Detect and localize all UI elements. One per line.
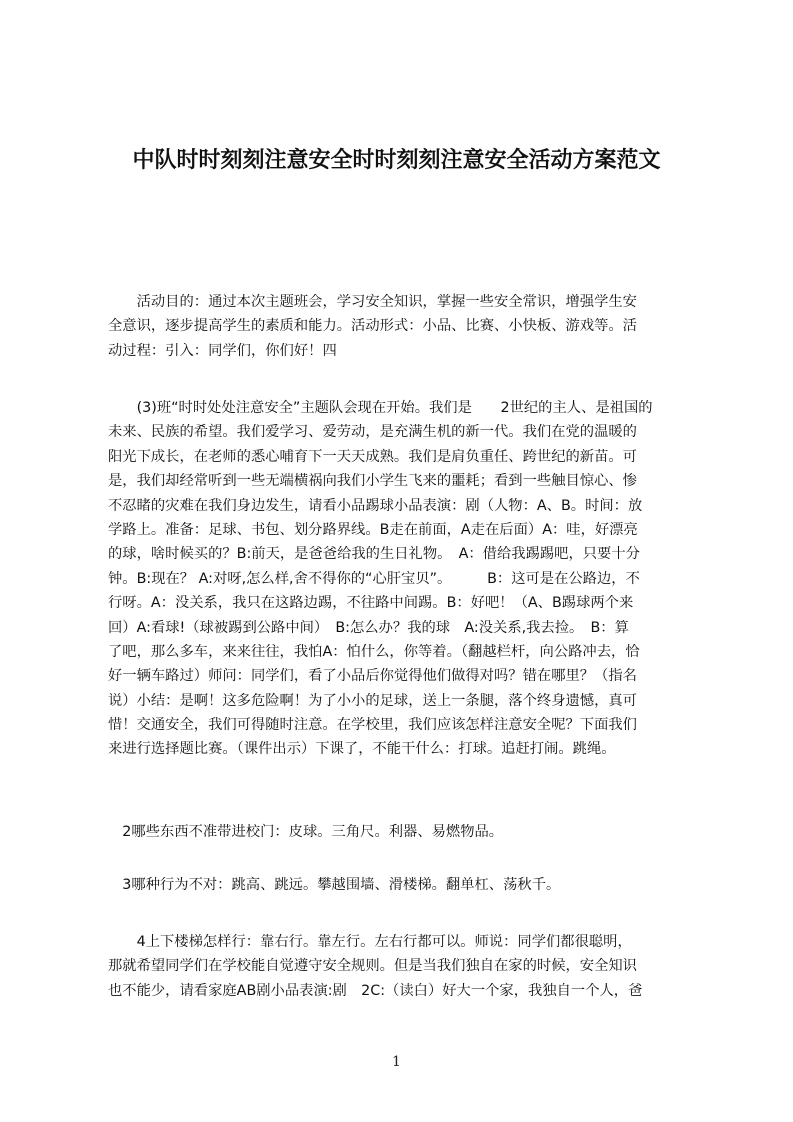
text-line: 好一辆车路过）师问：同学们，看了小品后你觉得他们做得对吗？错在哪里？（指名: [108, 668, 637, 685]
text-line: 了吧，那么多车，来来往往，我怕A：怕什么，你等着。（翻越栏杆，向公路冲去，恰: [108, 643, 640, 660]
text-line: 是，我们却经常听到一些无端横祸向我们小学生飞来的噩耗；看到一些触目惊心、惨: [108, 473, 637, 490]
text-line: 钟。B:现在？ A:对呀,怎么样,舍不得你的“心肝宝贝”。 B：这可是在公路边，不: [108, 570, 640, 587]
text-line: 也不能少，请看家庭AB剧小品表演:剧 2C:（读白）好大一个家，我独自一个人，爸: [108, 982, 643, 999]
text-line: 3哪种行为不对：跳高、跳远。攀越围墙、滑楼梯。翻单杠、荡秋千。: [108, 877, 561, 893]
text-line: 未来、民族的希望。我们爱学习、爱劳动，是充满生机的新一代。我们在党的温暖的: [108, 424, 637, 441]
paragraph-question-4: [108, 930, 698, 1003]
text-line: 学路上。准备：足球、书包、划分路界线。B走在前面，A走在后面）A：哇，好漂亮: [108, 521, 638, 538]
page-number: 1: [392, 1054, 401, 1070]
paragraph-question-3: [108, 873, 698, 897]
text-line: 惜！交通安全，我们可得随时注意。在学校里，我们应该怎样注意安全呢？下面我们: [108, 717, 637, 734]
text-line: 那就希望同学们在学校能自觉遵守安全规则。但是当我们独自在家的时候，安全知识: [108, 958, 637, 975]
paragraph-skit-football: [108, 396, 698, 762]
text-line: 行呀。A：没关系，我只在这路边踢，不往路中间踢。B：好吧！（A、B踢球两个来: [108, 595, 634, 612]
text-line: 回）A:看球!（球被踢到公路中间） B:怎么办？我的球 A:没关系,我去捡。 B：算: [108, 619, 629, 636]
paragraph-question-2: [108, 820, 698, 844]
text-line: 来进行选择题比赛。（课件出示）下课了，不能干什么：打球。追赶打闹。跳绳。: [108, 741, 616, 758]
text-line: 2哪些东西不准带进校门：皮球。三角尺。利器、易燃物品。: [108, 824, 504, 840]
text-line: 动过程：引入：同学们，你们好！四: [108, 342, 337, 359]
text-line: 阳光下成长，在老师的悉心哺育下一天天成熟。我们是肩负重任、跨世纪的新苗。可: [108, 448, 637, 465]
text-line: 4上下楼梯怎样行：靠右行。靠左行。左右行都可以。师说：同学们都很聪明，: [108, 934, 632, 950]
text-line: (3)班“时时处处注意安全”主题队会现在开始。我们是 2世纪的主人、是祖国的: [108, 400, 653, 416]
text-line: 不忍睹的灾难在我们身边发生，请看小品踢球小品表演：剧（人物：A、B。时间：放: [108, 497, 643, 514]
text-line: 全意识，逐步提高学生的素质和能力。活动形式：小品、比赛、小快板、游戏等。活: [108, 318, 637, 335]
text-line: 的球，啥时候买的？B:前天，是爸爸给我的生日礼物。 A：借给我踢踢吧，只要十分: [108, 546, 640, 563]
text-line: 说）小结：是啊！这多危险啊！为了小小的足球，送上一条腿，落个终身遗憾，真可: [108, 692, 637, 709]
text-line: 活动目的：通过本次主题班会，学习安全知识，掌握一些安全常识，增强学生安: [108, 294, 637, 310]
paragraph-activity-goal: [108, 290, 698, 363]
page-title: 中队时时刻刻注意安全时时刻刻注意安全活动方案范文: [132, 148, 661, 173]
